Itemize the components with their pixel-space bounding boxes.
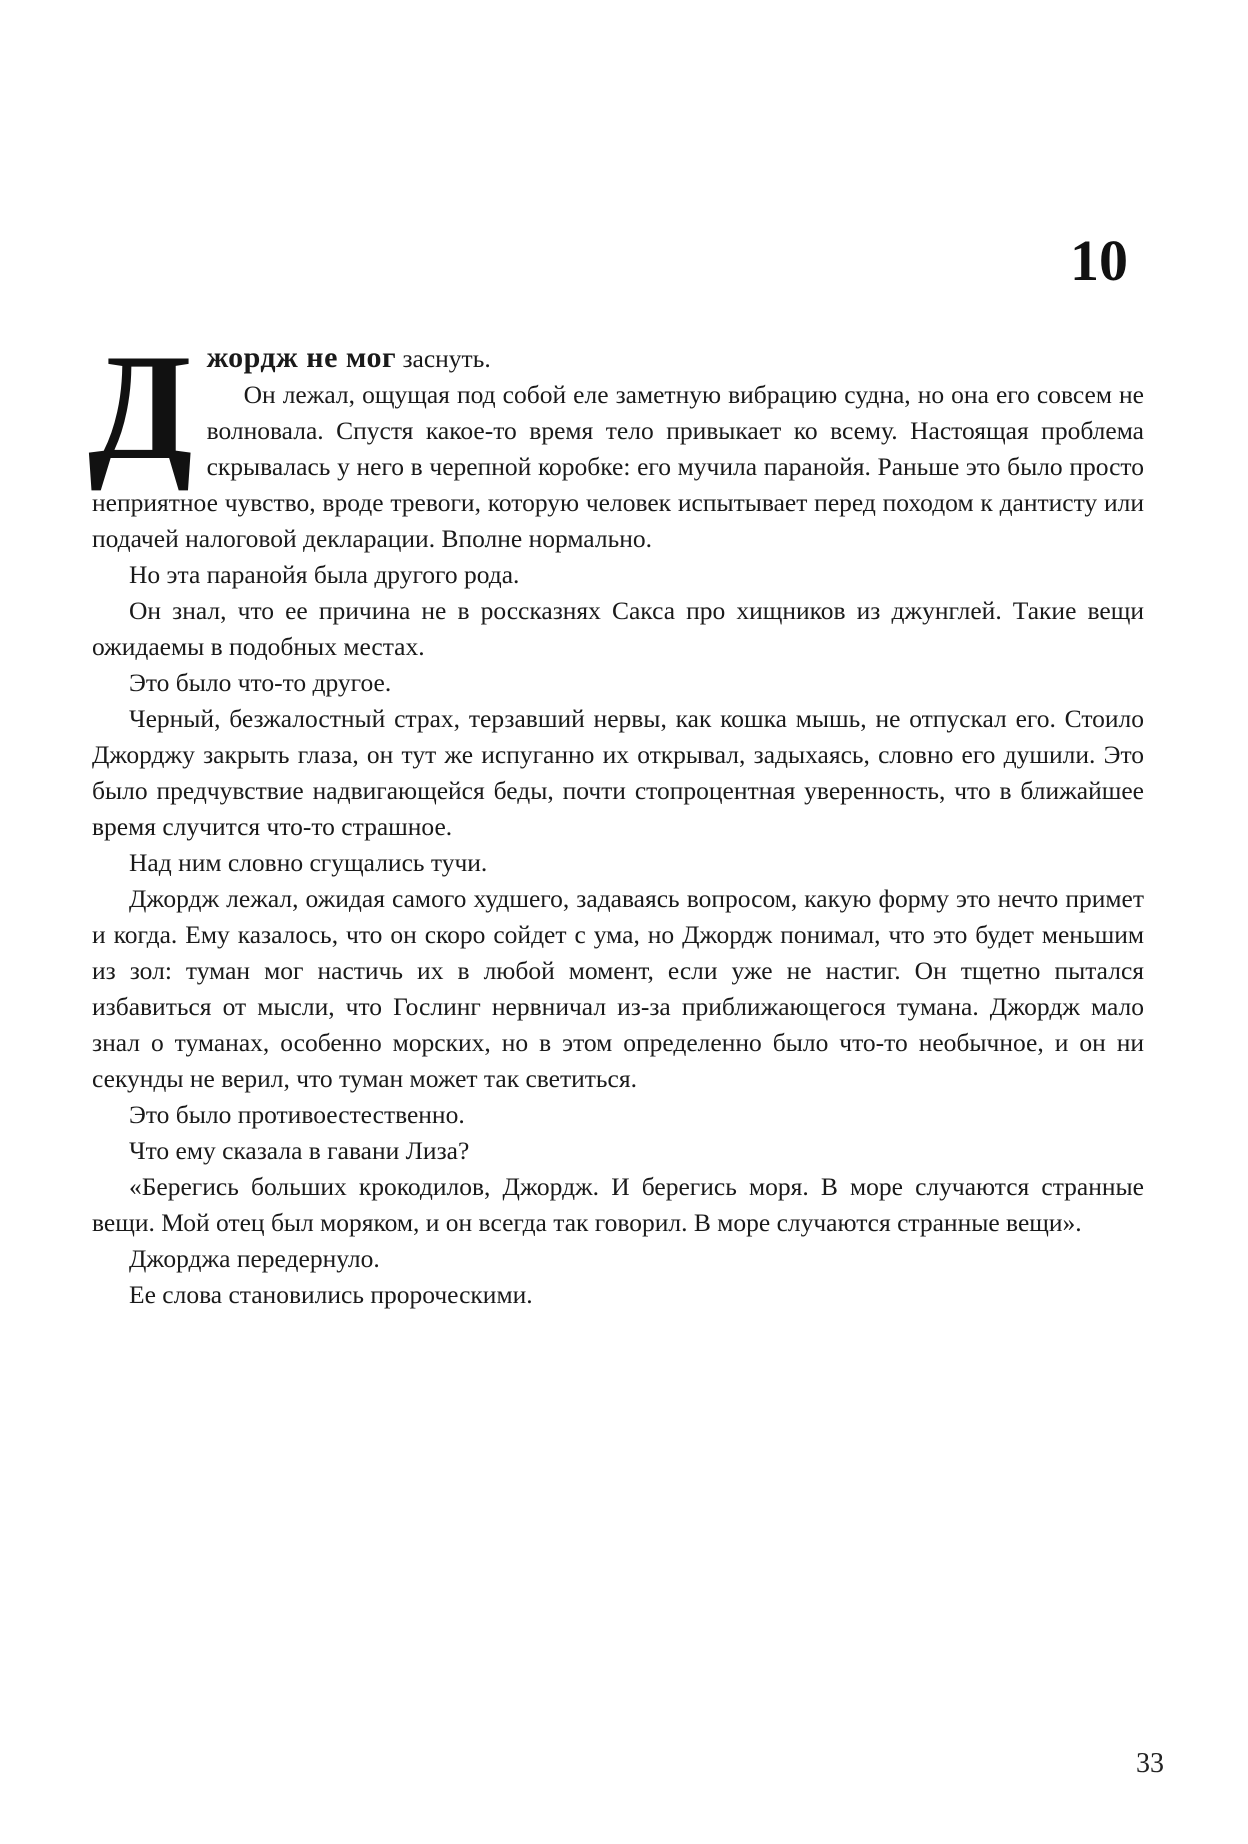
paragraph: «Берегись больших крокодилов, Джордж. И берегись моря. В море случаются странные вещи. Мой отец был моряком, и он всегда так говорил. В море случаются странные вещи».	[92, 1172, 1144, 1237]
paragraph: Над ним словно сгущались тучи.	[129, 848, 488, 877]
paragraph: Это было что-то другое.	[129, 668, 392, 697]
opening-line	[92, 340, 1144, 377]
paragraph: Джордж лежал, ожидая самого худшего, задаваясь вопросом, какую форму это нечто примет и когда. Ему казалось, что он скоро сойдет с ума, но Джордж понимал, что это будет меньшим из зол: туман мог настичь их в любой момент, если уже не настиг. Он тщетно пытался избавиться от мысли, что Гослинг нервничал из-за приближающегося тумана. Джордж мало знал о туманах, особенно морских, но в этом определенно было что-то необычное, и он ни секунды не верил, что туман может так светиться.	[92, 884, 1144, 1093]
paragraph: Это было противоестественно.	[129, 1100, 465, 1129]
drop-cap: Д	[88, 323, 193, 491]
paragraph: Джорджа передернуло.	[129, 1244, 380, 1273]
paragraph: Он знал, что ее причина не в россказнях Сакса про хищников из джунглей. Такие вещи ожидаемы в подобных местах.	[92, 596, 1144, 661]
paragraph: Черный, безжалостный страх, терзавший нервы, как кошка мышь, не отпускал его. Стоило Джорджу закрыть глаза, он тут же испуганно их открывал, задыхаясь, словно его душили. Это было предчувствие надвигающейся беды, почти стопроцентная уверенность, что в ближайшее время случится что-то страшное.	[92, 704, 1144, 841]
paragraph: Что ему сказала в гавани Лиза?	[129, 1136, 470, 1165]
opening-rest: заснуть.	[402, 344, 491, 373]
chapter-text	[88, 323, 1144, 1313]
paragraph: Он лежал, ощущая под собой еле заметную вибрацию судна, но она его совсем не волновала. Спустя какое-то время тело привыкает ко всему. Настоящая проблема скрывалась у него в черепной коробке: его мучила паранойя. Раньше это было просто неприятное чувство, вроде тревоги, которую человек испытывает перед походом к дантисту или подачей налоговой декларации. Вполне нормально.	[92, 380, 1144, 553]
page-number: 33	[1136, 1748, 1164, 1779]
paragraph: Ее слова становились пророческими.	[129, 1280, 533, 1309]
chapter-number: 10	[1070, 228, 1128, 293]
lead-words: жордж не мог	[206, 341, 397, 374]
paragraph: Но эта паранойя была другого рода.	[129, 560, 520, 589]
